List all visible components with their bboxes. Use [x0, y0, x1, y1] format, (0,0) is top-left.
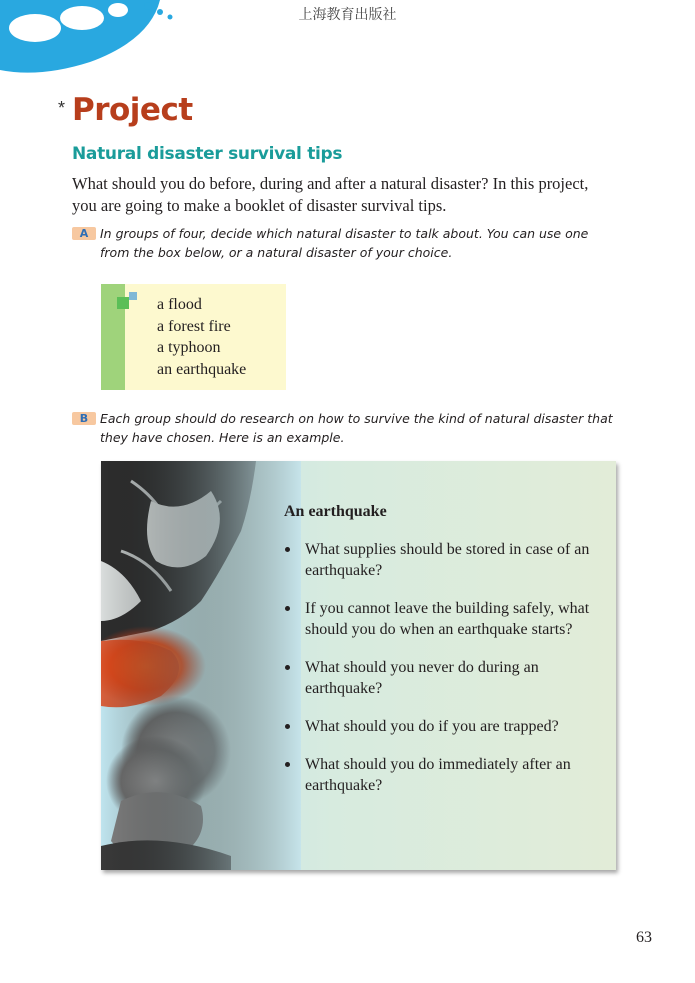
square-decoration	[117, 297, 129, 309]
example-heading: An earthquake	[284, 503, 387, 520]
optional-marker: *	[58, 98, 66, 118]
example-panel	[101, 461, 616, 870]
list-item: a typhoon	[157, 339, 221, 356]
task-a-instructions: In groups of four, decide which natural disaster to talk about. You can use one from the box below, or a natural disaster of your choice.	[100, 226, 589, 260]
task-b-badge: B	[72, 412, 96, 425]
disaster-options-box	[101, 284, 286, 390]
survival-questions-list	[284, 539, 604, 813]
intro-paragraph: What should you do before, during and after a natural disaster? In this project, you are going to make a booklet of disaster survival tips.	[72, 174, 589, 215]
page-title: Project	[72, 92, 193, 128]
earthquake-volcano-photo	[101, 461, 301, 870]
square-decoration	[129, 292, 137, 300]
task-b-instructions: Each group should do research on how to survive the kind of natural disaster that they have chosen. Here is an example.	[100, 411, 613, 445]
publisher-name: 上海教育出版社	[298, 7, 397, 23]
list-item: If you cannot leave the building safely, what should you do when an earthquake starts?	[284, 598, 604, 640]
task-a-badge: A	[72, 227, 96, 240]
page-number: 63	[636, 929, 652, 946]
disaster-options-list	[157, 294, 246, 380]
list-item: What should you do immediately after an earthquake?	[284, 754, 604, 796]
list-item: an earthquake	[157, 360, 247, 378]
section-subtitle: Natural disaster survival tips	[72, 144, 343, 164]
list-item: What should you do if you are trapped?	[284, 716, 604, 737]
list-item: a forest fire	[157, 317, 231, 335]
list-item: What should you never do during an earthquake?	[284, 657, 604, 699]
list-item: What supplies should be stored in case of an earthquake?	[284, 539, 604, 581]
list-item: a flood	[157, 296, 202, 313]
